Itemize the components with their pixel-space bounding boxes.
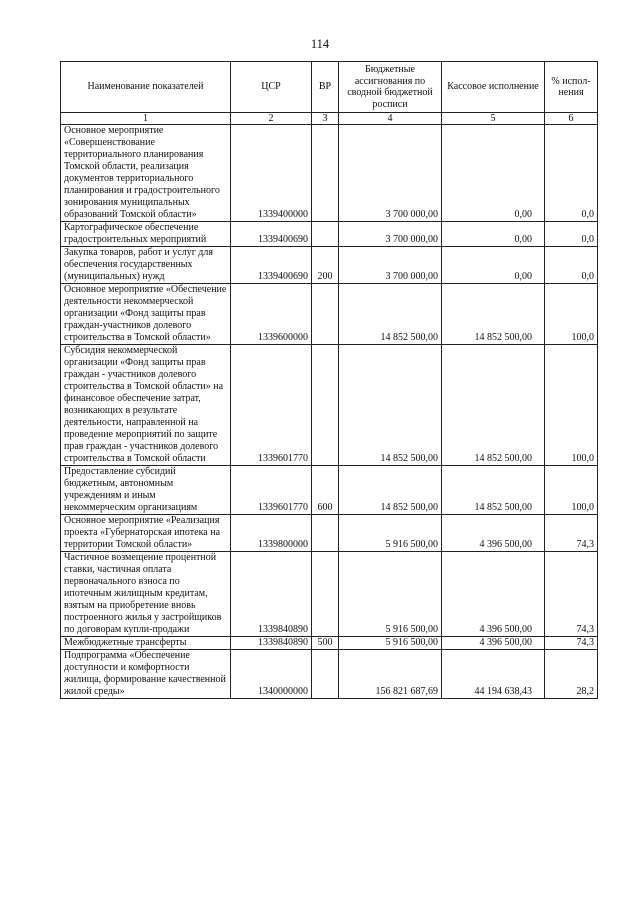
table-row (61, 247, 598, 284)
row-vr: 200 (312, 247, 339, 284)
column-number: 3 (312, 113, 339, 125)
row-allocation: 14 852 500,00 (339, 284, 442, 345)
row-csr: 1339800000 (231, 515, 312, 552)
row-csr: 1339400000 (231, 125, 312, 222)
row-allocation: 3 700 000,00 (339, 247, 442, 284)
table-row (61, 345, 598, 466)
header-name: Наименование показателей (61, 62, 231, 113)
row-vr (312, 552, 339, 637)
header-cash-execution: Кассовое исполнение (442, 62, 545, 113)
table-row (61, 552, 598, 637)
row-name: Субсидия некоммерческой организации «Фонд защиты прав граждан - участников долевого строительства в Томской области» на финансовое обеспечение затрат, возникающих в результате деятельности, направленной на проведение мероприятий по защите прав граждан - участников долевого строительства в Томской области (61, 345, 231, 466)
header-budget-allocations: Бюджетные ассигнования по сводной бюджетной росписи (339, 62, 442, 113)
column-number: 1 (61, 113, 231, 125)
row-percent: 100,0 (545, 284, 598, 345)
row-percent: 0,0 (545, 222, 598, 247)
row-allocation: 3 700 000,00 (339, 125, 442, 222)
row-vr: 500 (312, 637, 339, 650)
row-percent: 100,0 (545, 466, 598, 515)
row-cash: 0,00 (442, 222, 545, 247)
row-vr (312, 222, 339, 247)
page-number: 114 (310, 37, 330, 51)
row-percent: 74,3 (545, 515, 598, 552)
row-allocation: 156 821 687,69 (339, 650, 442, 699)
row-vr (312, 345, 339, 466)
column-number: 6 (545, 113, 598, 125)
table-row (61, 466, 598, 515)
row-name: Основное мероприятие «Реализация проекта «Губернаторская ипотека на территории Томской области» (61, 515, 231, 552)
header-vr: ВР (312, 62, 339, 113)
row-cash: 14 852 500,00 (442, 466, 545, 515)
table-header-row (61, 62, 598, 113)
row-allocation: 14 852 500,00 (339, 345, 442, 466)
row-name: Предоставление субсидий бюджетным, автономным учреждениям и иным некоммерческим организациям (61, 466, 231, 515)
row-name: Основное мероприятие «Совершенствование территориального планирования Томской области, реализация документов территориального планирования и градостроительного зонирования муниципальных образований Томской области» (61, 125, 231, 222)
row-name: Частичное возмещение процентной ставки, частичная оплата первоначального взноса по ипотечным жилищным кредитам, взятым на приобретение вновь построенного жилья у застройщиков по договорам купли-продажи (61, 552, 231, 637)
column-number: 4 (339, 113, 442, 125)
row-vr (312, 650, 339, 699)
row-csr: 1339840890 (231, 552, 312, 637)
row-cash: 14 852 500,00 (442, 345, 545, 466)
row-allocation: 14 852 500,00 (339, 466, 442, 515)
row-allocation: 5 916 500,00 (339, 552, 442, 637)
column-number-row (61, 113, 598, 125)
row-name: Закупка товаров, работ и услуг для обеспечения государственных (муниципальных) нужд (61, 247, 231, 284)
budget-execution-table (60, 61, 598, 699)
table-row (61, 125, 598, 222)
row-csr: 1339400690 (231, 222, 312, 247)
row-cash: 4 396 500,00 (442, 515, 545, 552)
row-name: Основное мероприятие «Обеспечение деятельности некоммерческой организации «Фонд защиты прав граждан-участников долевого строительства в Томской области» (61, 284, 231, 345)
row-csr: 1340000000 (231, 650, 312, 699)
row-cash: 0,00 (442, 247, 545, 284)
row-percent: 0,0 (545, 125, 598, 222)
column-number: 5 (442, 113, 545, 125)
row-allocation: 3 700 000,00 (339, 222, 442, 247)
row-csr: 1339600000 (231, 284, 312, 345)
row-percent: 28,2 (545, 650, 598, 699)
row-name: Картографическое обеспечение градостроительных мероприятий (61, 222, 231, 247)
row-csr: 1339840890 (231, 637, 312, 650)
header-csr: ЦСР (231, 62, 312, 113)
row-cash: 14 852 500,00 (442, 284, 545, 345)
row-allocation: 5 916 500,00 (339, 637, 442, 650)
row-percent: 0,0 (545, 247, 598, 284)
row-cash: 0,00 (442, 125, 545, 222)
table-row (61, 222, 598, 247)
row-csr: 1339601770 (231, 466, 312, 515)
header-execution-percent: % испол-нения (545, 62, 598, 113)
row-vr (312, 125, 339, 222)
table-row (61, 515, 598, 552)
row-percent: 74,3 (545, 637, 598, 650)
row-vr (312, 284, 339, 345)
row-allocation: 5 916 500,00 (339, 515, 442, 552)
row-percent: 74,3 (545, 552, 598, 637)
row-csr: 1339601770 (231, 345, 312, 466)
row-percent: 100,0 (545, 345, 598, 466)
table-row (61, 650, 598, 699)
table-row (61, 637, 598, 650)
row-name: Межбюджетные трансферты (61, 637, 231, 650)
row-name: Подпрограмма «Обеспечение доступности и комфортности жилища, формирование качественной жилой среды» (61, 650, 231, 699)
row-vr (312, 515, 339, 552)
row-csr: 1339400690 (231, 247, 312, 284)
column-number: 2 (231, 113, 312, 125)
table-row (61, 284, 598, 345)
row-cash: 4 396 500,00 (442, 637, 545, 650)
row-cash: 4 396 500,00 (442, 552, 545, 637)
row-cash: 44 194 638,43 (442, 650, 545, 699)
row-vr: 600 (312, 466, 339, 515)
